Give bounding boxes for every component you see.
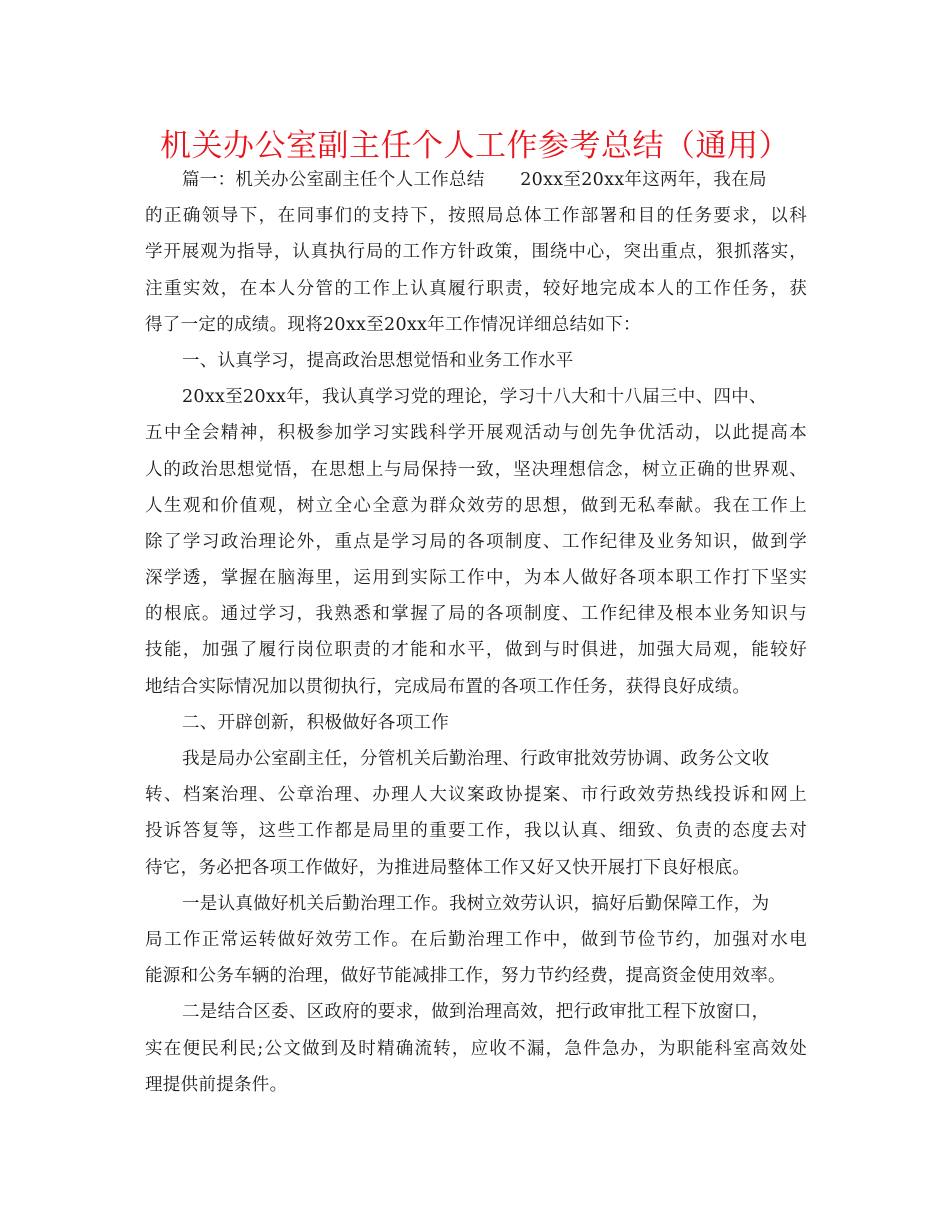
paragraph-line: 学开展观为指导，认真执行局的工作方针政策，围绕中心，突出重点，狠抓落实， (145, 242, 807, 263)
paragraph-line: 注重实效，在本人分管的工作上认真履行职责，较好地完成本人的工作任务，获 (145, 278, 807, 299)
document-body (145, 162, 807, 1103)
paragraph-line: 人的政治思想觉悟，在思想上与局保持一致，坚决理想信念，树立正确的世界观、 (145, 459, 807, 480)
paragraph-line: 五中全会精神，积极参加学习实践科学开展观活动与创先争优活动，以此提高本 (145, 423, 807, 444)
paragraph-line: 能源和公务车辆的治理，做好节能减排工作，努力节约经费，提高资金使用效率。 (145, 966, 786, 987)
paragraph-line: 转、档案治理、公章治理、办理人大议案政协提案、市行政效劳热线投诉和网上 (145, 785, 807, 806)
paragraph-line: 人生观和价值观，树立全心全意为群众效劳的思想，做到无私奉献。我在工作上 (145, 495, 807, 516)
paragraph-line: 的根底。通过学习，我熟悉和掌握了局的各项制度、工作纪律及根本业务知识与 (145, 604, 807, 625)
paragraph-line: 局工作正常运转做好效劳工作。在后勤治理工作中，做到节俭节约，加强对水电 (145, 929, 807, 950)
paragraph-line: 除了学习政治理论外，重点是学习局的各项制度、工作纪律及业务知识，做到学 (145, 531, 807, 552)
paragraph-line: 待它，务必把各项工作做好，为推进局整体工作又好又快开展打下良好根底。 (145, 857, 751, 878)
paragraph-line: 深学透，掌握在脑海里，运用到实际工作中，为本人做好各项本职工作打下坚实 (145, 568, 807, 589)
section-heading: 二、开辟创新，积极做好各项工作 (182, 712, 449, 733)
paragraph-line: 地结合实际情况加以贯彻执行，完成局布置的各项工作任务，获得良好成绩。 (145, 676, 751, 697)
paragraph-line: 一是认真做好机关后勤治理工作。我树立效劳认识，搞好后勤保障工作，为 (182, 893, 770, 914)
paragraph-line: 投诉答复等，这些工作都是局里的重要工作，我以认真、细致、负责的态度去对 (145, 821, 807, 842)
paragraph-line: 理提供前提条件。 (145, 1074, 288, 1095)
document-title: 机关办公室副主任个人工作参考总结（通用） (160, 128, 790, 164)
paragraph-line: 实在便民利民;公文做到及时精确流转，应收不漏，急件急办，为职能科室高效处 (145, 1038, 807, 1059)
paragraph-line: 我是局办公室副主任，分管机关后勤治理、行政审批效劳协调、政务公文收 (182, 749, 770, 769)
paragraph-line: 篇一：机关办公室副主任个人工作总结 20xx至20xx年这两年，我在局 (182, 170, 767, 190)
paragraph-line: 得了一定的成绩。现将20xx至20xx年工作情况详细总结如下： (145, 314, 641, 335)
paragraph-line: 的正确领导下，在同事们的支持下，按照局总体工作部署和目的任务要求，以科 (145, 206, 807, 227)
paragraph-line: 20xx至20xx年，我认真学习党的理论，学习十八大和十八届三中、四中、 (182, 387, 767, 408)
paragraph-line: 二是结合区委、区政府的要求，做到治理高效，把行政审批工程下放窗口， (182, 1002, 770, 1023)
paragraph-line: 技能，加强了履行岗位职责的才能和水平，做到与时俱进，加强大局观，能较好 (145, 640, 807, 661)
section-heading: 一、认真学习，提高政治思想觉悟和业务工作水平 (182, 350, 574, 371)
